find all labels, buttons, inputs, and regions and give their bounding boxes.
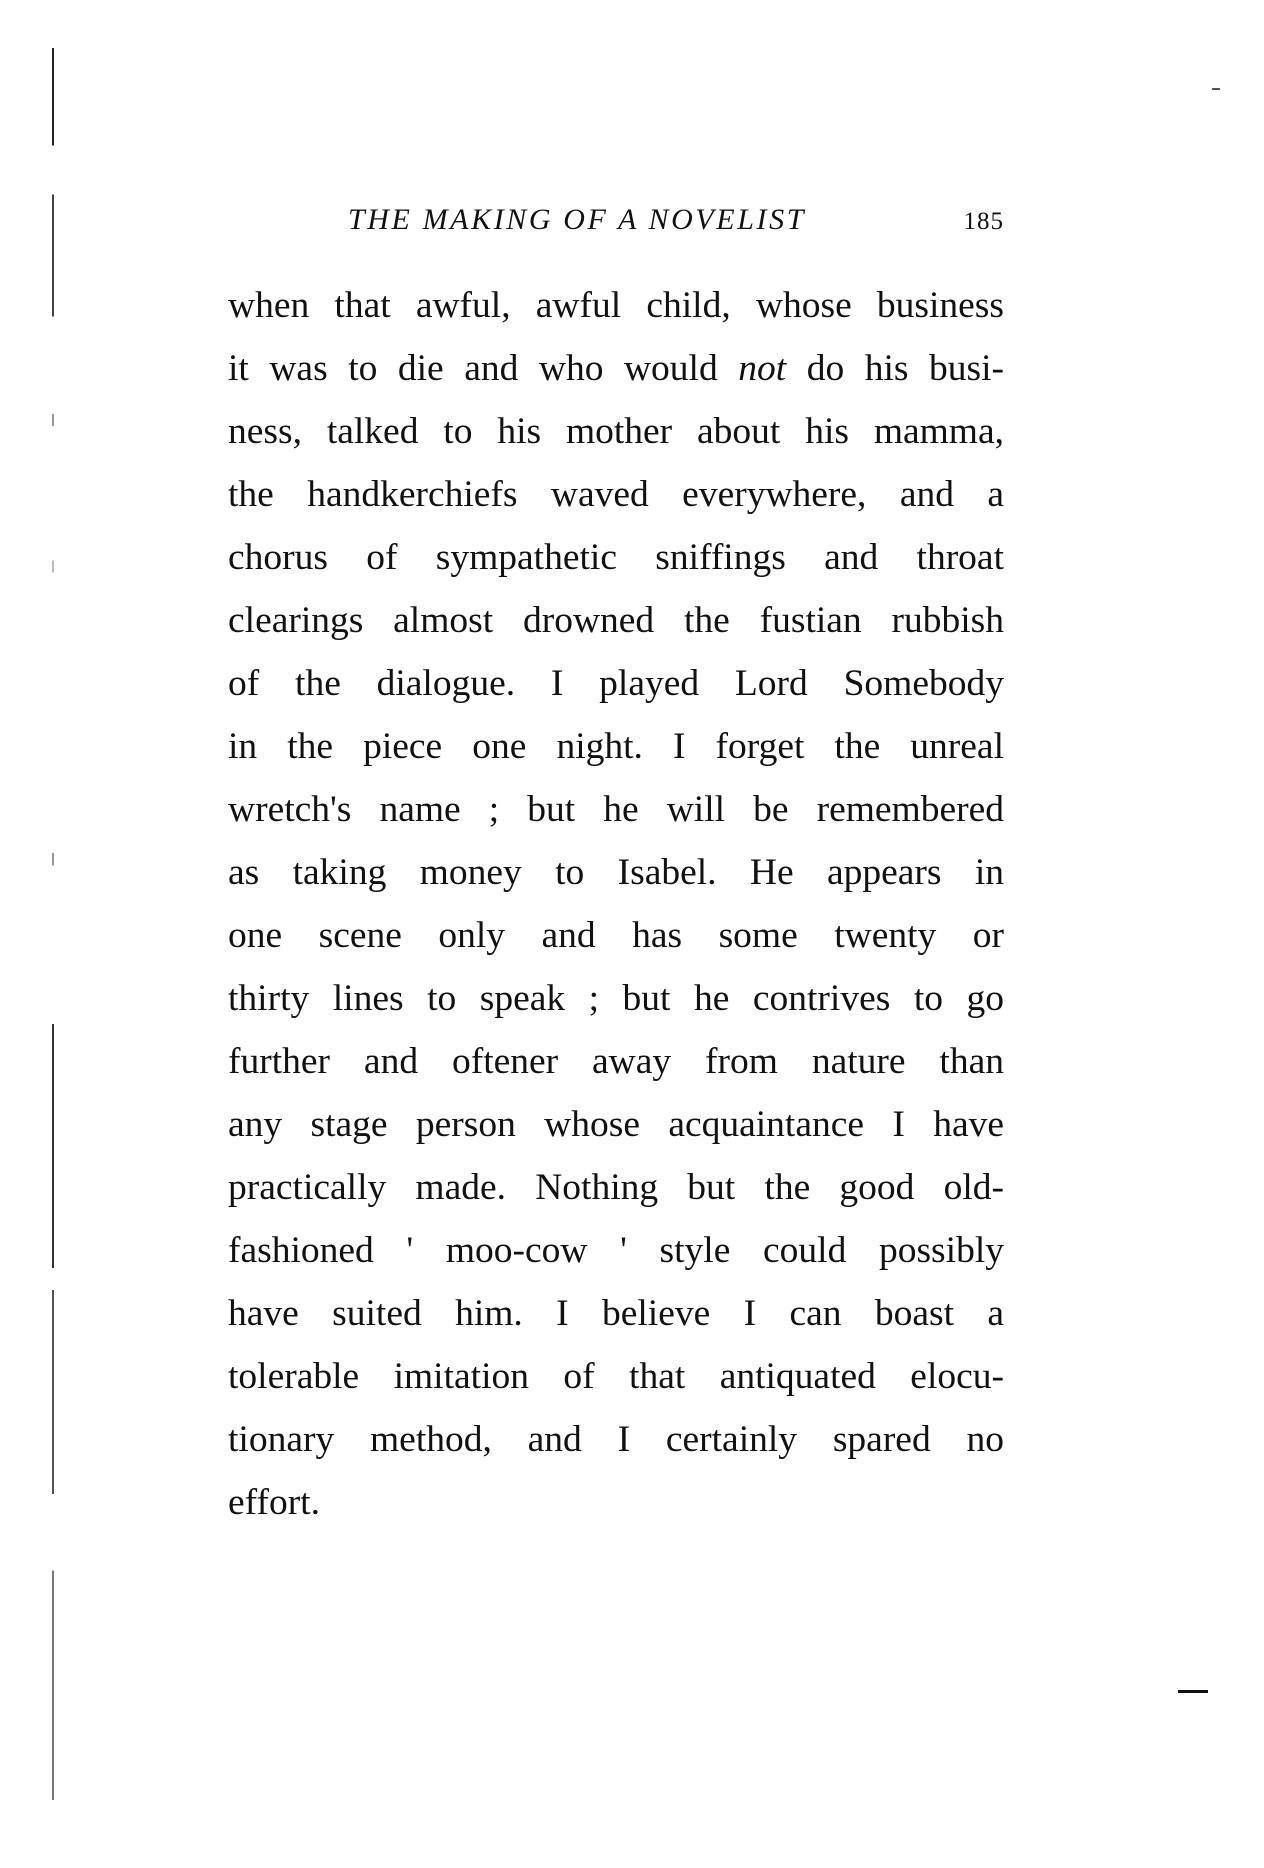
binding-shadow-lower <box>52 1290 54 1800</box>
text-line: thirty lines to speak ; but he contrives to go <box>228 978 1004 1019</box>
italic-word: not <box>738 348 787 389</box>
text-line: have suited him. I believe I can boast a <box>228 1293 1004 1334</box>
scan-mark-top <box>1212 88 1220 90</box>
text-line: fashioned ' moo-cow ' style could possibly <box>228 1230 1004 1271</box>
text-line: effort. <box>228 1482 320 1523</box>
text-line: chorus of sympathetic sniffings and throat <box>228 537 1004 578</box>
scan-mark-right <box>1178 1690 1208 1693</box>
text-line: the handkerchiefs waved everywhere, and a <box>228 474 1004 515</box>
text-line: in the piece one night. I forget the unreal <box>228 726 1004 767</box>
text-fragment: it was to die and who would <box>228 348 739 389</box>
text-line: when that awful, awful child, whose business <box>228 285 1004 326</box>
body-text <box>228 274 1004 1534</box>
running-title: THE MAKING OF A NOVELIST <box>348 203 806 236</box>
page-header <box>348 200 1004 240</box>
text-line: any stage person whose acquaintance I have <box>228 1104 1004 1145</box>
text-line: ness, talked to his mother about his mamma, <box>228 411 1004 452</box>
text-line: one scene only and has some twenty or <box>228 915 1004 956</box>
text-line <box>228 337 1004 400</box>
text-line: further and oftener away from nature than <box>228 1041 1004 1082</box>
page-number: 185 <box>963 208 1004 235</box>
text-line: practically made. Nothing but the good old- <box>228 1167 1004 1208</box>
binding-shadow-upper <box>52 48 54 1268</box>
text-line: tionary method, and I certainly spared no <box>228 1419 1004 1460</box>
text-line: wretch's name ; but he will be remembered <box>228 789 1004 830</box>
text-line: as taking money to Isabel. He appears in <box>228 852 1004 893</box>
text-line: of the dialogue. I played Lord Somebody <box>228 663 1004 704</box>
text-line: tolerable imitation of that antiquated elocu- <box>228 1356 1004 1397</box>
text-line: clearings almost drowned the fustian rubbish <box>228 600 1004 641</box>
text-fragment: do his busi- <box>786 348 1004 389</box>
